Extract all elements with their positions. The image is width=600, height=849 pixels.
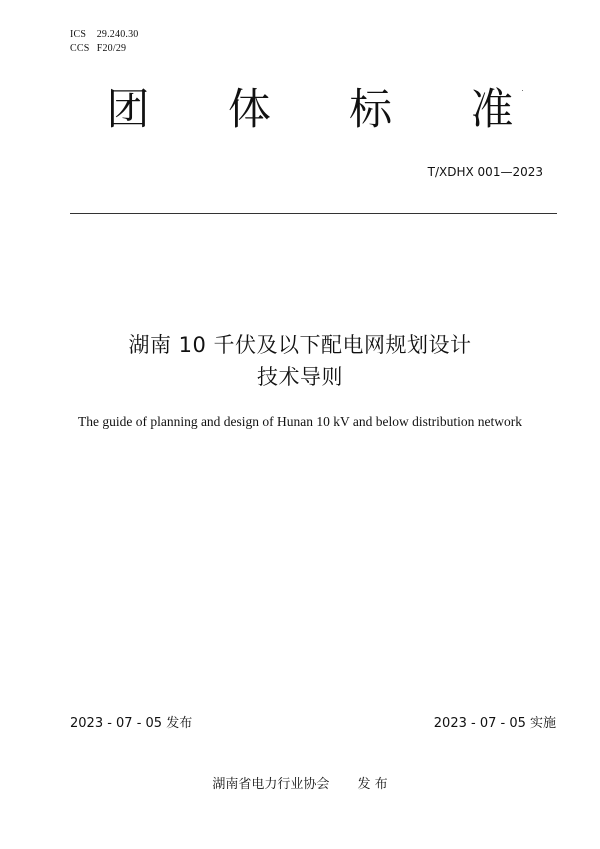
standard-category-title	[105, 84, 515, 136]
ics-value: 29.240.30	[96, 29, 139, 40]
issuer-name: 湖南省电力行业协会	[212, 777, 330, 792]
scan-speck	[522, 90, 523, 91]
issuer-action: 发 布	[357, 777, 388, 792]
category-char-2: 体	[227, 85, 271, 135]
category-char-3: 标	[349, 85, 393, 135]
classification-codes	[70, 28, 139, 56]
publish-date: 2023 - 07 - 05 发布	[70, 716, 193, 731]
category-char-4: 准	[470, 85, 514, 135]
document-title-cn	[0, 329, 600, 393]
issuer-line	[0, 776, 600, 794]
ccs-code	[70, 42, 139, 56]
ccs-label: CCS	[70, 43, 90, 54]
ics-code	[70, 28, 139, 42]
header-divider	[70, 213, 557, 214]
document-title-cn-line1: 湖南 10 千伏及以下配电网规划设计	[128, 333, 472, 357]
category-char-1: 团	[106, 85, 150, 135]
document-title-cn-line2: 技术导则	[257, 365, 343, 389]
effective-date: 2023 - 07 - 05 实施	[433, 716, 556, 731]
document-title-en: The guide of planning and design of Hunan 10 kV and below distribution network	[77, 414, 523, 429]
ccs-value: F20/29	[96, 43, 127, 54]
standard-number: T/XDHX 001—2023	[427, 165, 543, 179]
ics-label: ICS	[70, 29, 87, 40]
